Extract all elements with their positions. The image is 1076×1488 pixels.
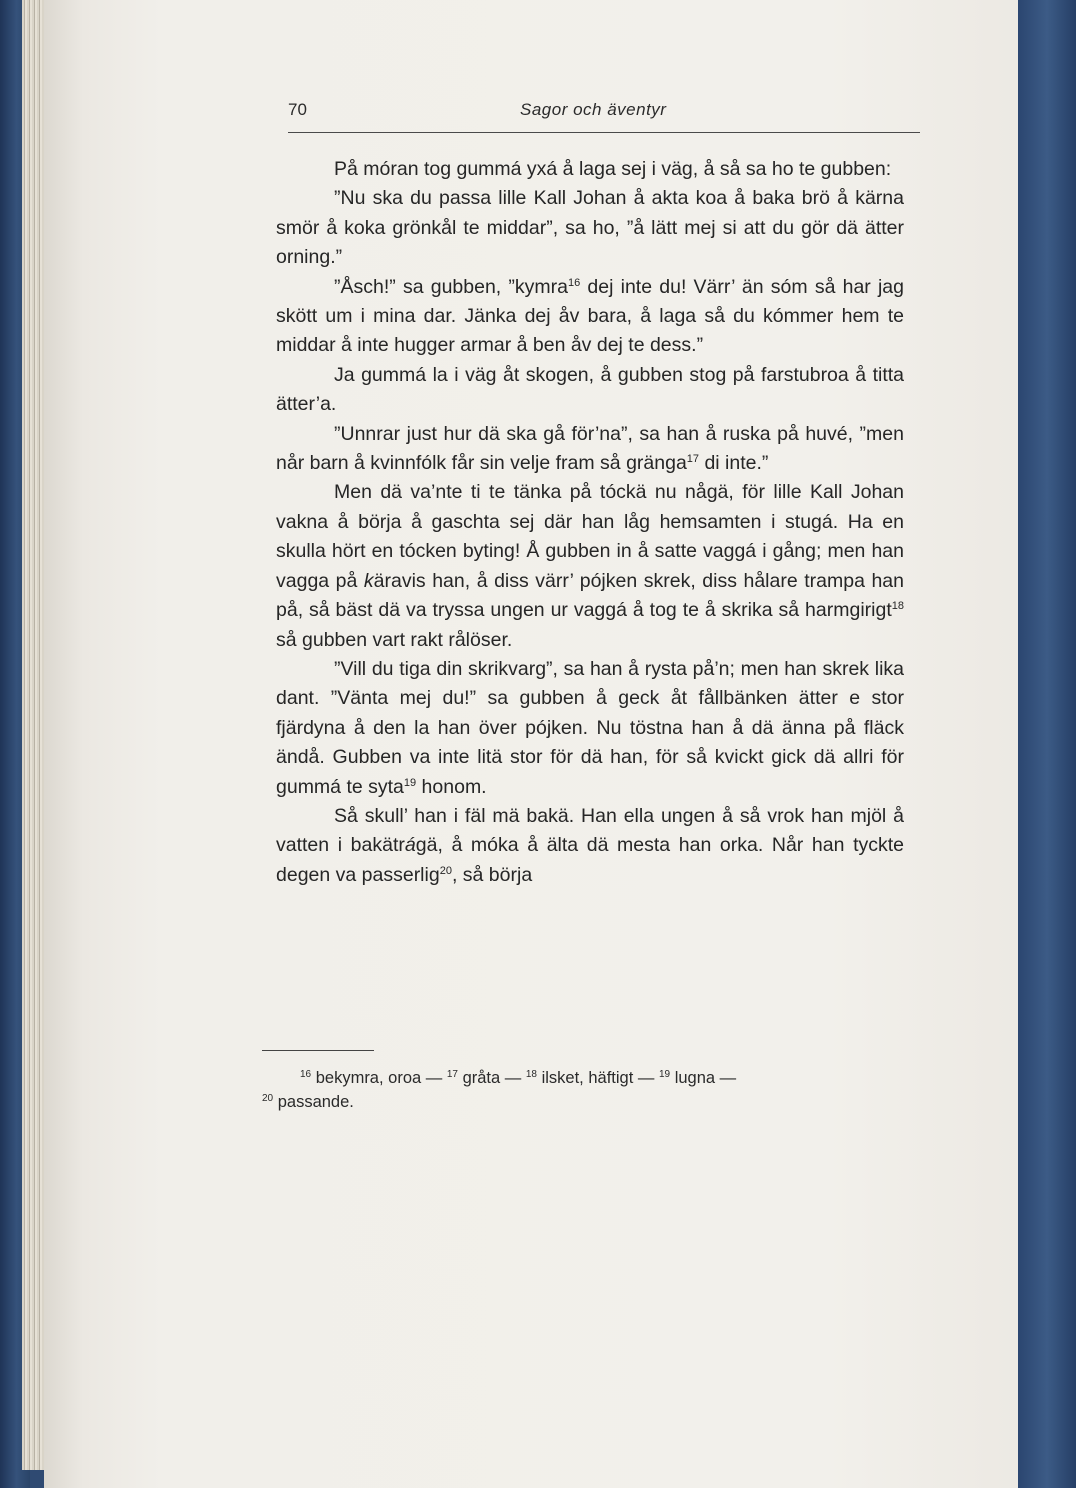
footnote-text: lugna —: [674, 1069, 737, 1087]
footnote-divider: [262, 1050, 374, 1051]
paragraph-text: honom.: [416, 775, 487, 798]
footnote-ref: 17: [686, 453, 700, 466]
footnote-text: ilsket, häftigt —: [541, 1069, 655, 1087]
running-title: Sagor och äventyr: [520, 100, 667, 119]
paragraph-text: ”Åsch!” sa gubben, ”kymra: [334, 275, 568, 298]
paragraph-text: äravis han, å diss värr’ pójken skrek, diss hålare trampa han på, så bäst dä va tryssa ungen ur vaggá å tog te å skrika så harmgirigt: [276, 569, 905, 622]
paragraph-text: , så börja: [451, 863, 533, 886]
paragraph: [276, 478, 904, 654]
footnote-list: [262, 1066, 902, 1114]
paragraph: [276, 802, 904, 890]
book-cover-right: [1018, 0, 1076, 1488]
paragraph: [276, 420, 904, 479]
footnote-number: 19: [658, 1069, 671, 1080]
italic-text: k: [363, 569, 374, 592]
footnote-text: passande.: [277, 1093, 354, 1111]
footnotes: [262, 1066, 902, 1114]
footnote-number: 17: [446, 1069, 458, 1080]
paragraph-text: ”Unnrar just hur dä ska gå för’na”, sa han å ruska på huvé, ”men når barn å kvinnfólk får sin velje fram så gränga: [276, 422, 904, 475]
footnote-ref: 16: [567, 276, 581, 289]
footnote-number: 16: [300, 1069, 312, 1080]
paragraph-text: ”Vill du tiga din skrikvarg”, sa han å rysta på’n; men han skrek lika dant. ”Vänta mej du!” sa gubben å geck åt fållbänken ätter e stor fjärdyna å den la han över pójken. Nu töstna han å dä änna på fläck ändå. Gubben va inte litä stor för dä han, för så kvickt gick dä allri för gummá te syta: [276, 657, 904, 798]
paragraph-text: dej inte du! Värr’ än sóm så har jag skött um i mina dar. Jänka dej åv bara, å laga så du kómmer hem te middar å inte hugger armar å ben åv dej te dess.”: [276, 275, 904, 357]
footnote-text: bekymra, oroa —: [315, 1069, 443, 1087]
paragraph: På móran tog gummá yxá å laga sej i väg, å så sa ho te gubben:: [334, 158, 892, 180]
footnote-text: gråta —: [462, 1069, 522, 1087]
paragraph-text: så gubben vart rakt rålöser.: [276, 628, 513, 651]
italic-text: á: [404, 834, 416, 857]
paragraph-text: di inte.”: [699, 452, 769, 475]
body-text: [276, 155, 904, 890]
page-header: [288, 98, 920, 133]
paragraph: [276, 273, 904, 361]
paragraph: ”Nu ska du passa lille Kall Johan å akta koa å baka brö å kärna smör å koka grönkål te middar”, sa ho, ”å lätt mej si att du gör dä ätter orning.”: [276, 187, 904, 269]
paragraph: [276, 655, 904, 802]
footnote-ref: 20: [439, 864, 452, 877]
footnote-number: 18: [525, 1069, 537, 1080]
paragraph-text: Så skull’ han i fäl mä bakä. Han ella ungen å så vrok han mjöl å vatten i bakätr: [276, 804, 904, 857]
paragraph-text: gä, å móka å älta dä mesta han orka. Når han tyckte degen va passerlig: [276, 834, 904, 886]
page-number: 70: [288, 100, 307, 119]
footnote-number: 20: [262, 1093, 274, 1104]
paragraph: Ja gummá la i väg åt skogen, å gubben stog på farstubroa å titta ätter’a.: [276, 363, 904, 416]
footnote-ref: 18: [891, 600, 904, 613]
paragraph-text: Men dä va’nte ti te tänka på tóckä nu någä, för lille Kall Johan vakna å börja å gaschta sej där han låg hemsamten i stugá. Ha en skulla hört en tócken byting! Å gubben in å satte vaggá i gång; men han vagga på: [276, 481, 904, 592]
footnote-ref: 19: [403, 776, 417, 789]
